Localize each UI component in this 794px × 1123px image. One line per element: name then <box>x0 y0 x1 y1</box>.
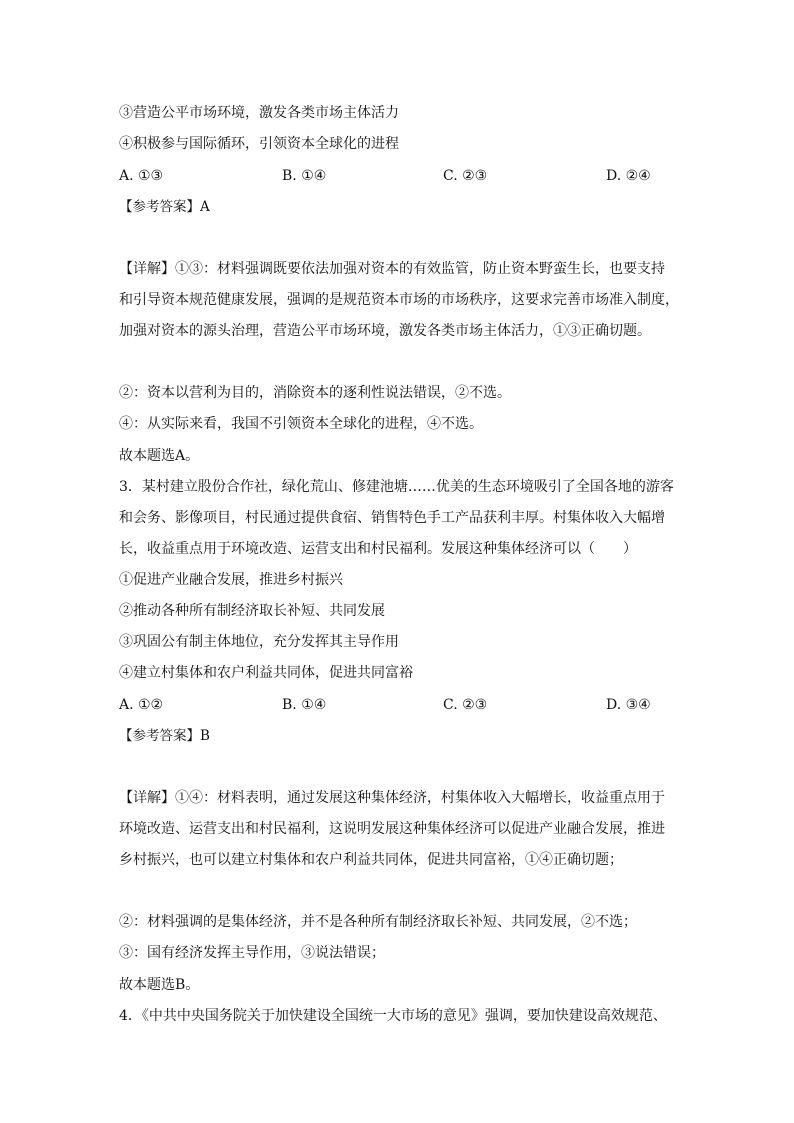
q3-explain-line-3: 乡村振兴，也可以建立村集体和农户利益共同体，促进共同富裕，①④正确切题； <box>119 852 623 868</box>
q3-option-c: C. ②③ <box>443 697 488 713</box>
q3-wrong-line-1: ②：材料强调的是集体经济，并不是各种所有制经济取长补短、共同发展，②不选； <box>119 914 637 930</box>
q3-stem-line-3: 长，收益重点用于环境改造、运营支出和村民福利。发展这种集体经济可以（ ） <box>119 541 637 557</box>
q3-answer: 【参考答案】B <box>119 728 210 744</box>
q2-statement-3: ③营造公平市场环境，激发各类市场主体活力 <box>119 105 399 121</box>
q2-option-a: A. ①③ <box>119 168 164 184</box>
q3-wrong-line-2: ③：国有经济发挥主导作用，③说法错误； <box>119 945 385 961</box>
q2-explain-line-3: 加强对资本的源头治理，营造公平市场环境，激发各类市场主体活力，①③正确切题。 <box>119 323 651 339</box>
q2-option-d: D. ②④ <box>606 168 651 184</box>
q3-option-d: D. ③④ <box>606 697 651 713</box>
q3-option-a: A. ①② <box>119 697 164 713</box>
q2-option-c: C. ②③ <box>443 168 488 184</box>
q2-explain-line-1: 【详解】①③：材料强调既要依法加强对资本的有效监管，防止资本野蛮生长，也要支持 <box>119 261 665 277</box>
q4-stem-line-1: 4．《中共中央国务院关于加快建设全国统一大市场的意见》强调，要加快建设高效规范、 <box>119 1008 667 1024</box>
q3-statement-3: ③巩固公有制主体地位，充分发挥其主导作用 <box>119 634 399 650</box>
q3-conclusion: 故本题选B。 <box>119 977 200 993</box>
q2-option-b: B. ①④ <box>282 168 327 184</box>
q3-explain-line-2: 环境改造、运营支出和村民福利，这说明发展这种集体经济可以促进产业融合发展，推进 <box>119 821 665 837</box>
q3-stem-line-2: 和会务、影像项目，村民通过提供食宿、销售特色手工产品获利丰厚。村集体收入大幅增 <box>119 510 665 526</box>
q2-conclusion: 故本题选A。 <box>119 448 200 464</box>
q3-explain-line-1: 【详解】①④：材料表明，通过发展这种集体经济，村集体收入大幅增长，收益重点用于 <box>119 790 665 806</box>
q2-wrong-line-1: ②：资本以营利为目的，消除资本的逐利性说法错误，②不选。 <box>119 385 511 401</box>
q3-option-b: B. ①④ <box>282 697 327 713</box>
q3-stem-line-1: 3．某村建立股份合作社，绿化荒山、修建池塘……优美的生态环境吸引了全国各地的游客 <box>119 479 674 495</box>
q3-statement-2: ②推动各种所有制经济取长补短、共同发展 <box>119 603 385 619</box>
q2-wrong-line-2: ④：从实际来看，我国不引领资本全球化的进程，④不选。 <box>119 416 483 432</box>
q3-statement-4: ④建立村集体和农户利益共同体，促进共同富裕 <box>119 665 413 681</box>
q2-statement-4: ④积极参与国际循环，引领资本全球化的进程 <box>119 136 399 152</box>
q2-answer: 【参考答案】A <box>119 199 210 215</box>
q3-statement-1: ①促进产业融合发展，推进乡村振兴 <box>119 572 343 588</box>
q2-explain-line-2: 和引导资本规范健康发展，强调的是规范资本市场的市场秩序，这要求完善市场准入制度， <box>119 292 679 308</box>
